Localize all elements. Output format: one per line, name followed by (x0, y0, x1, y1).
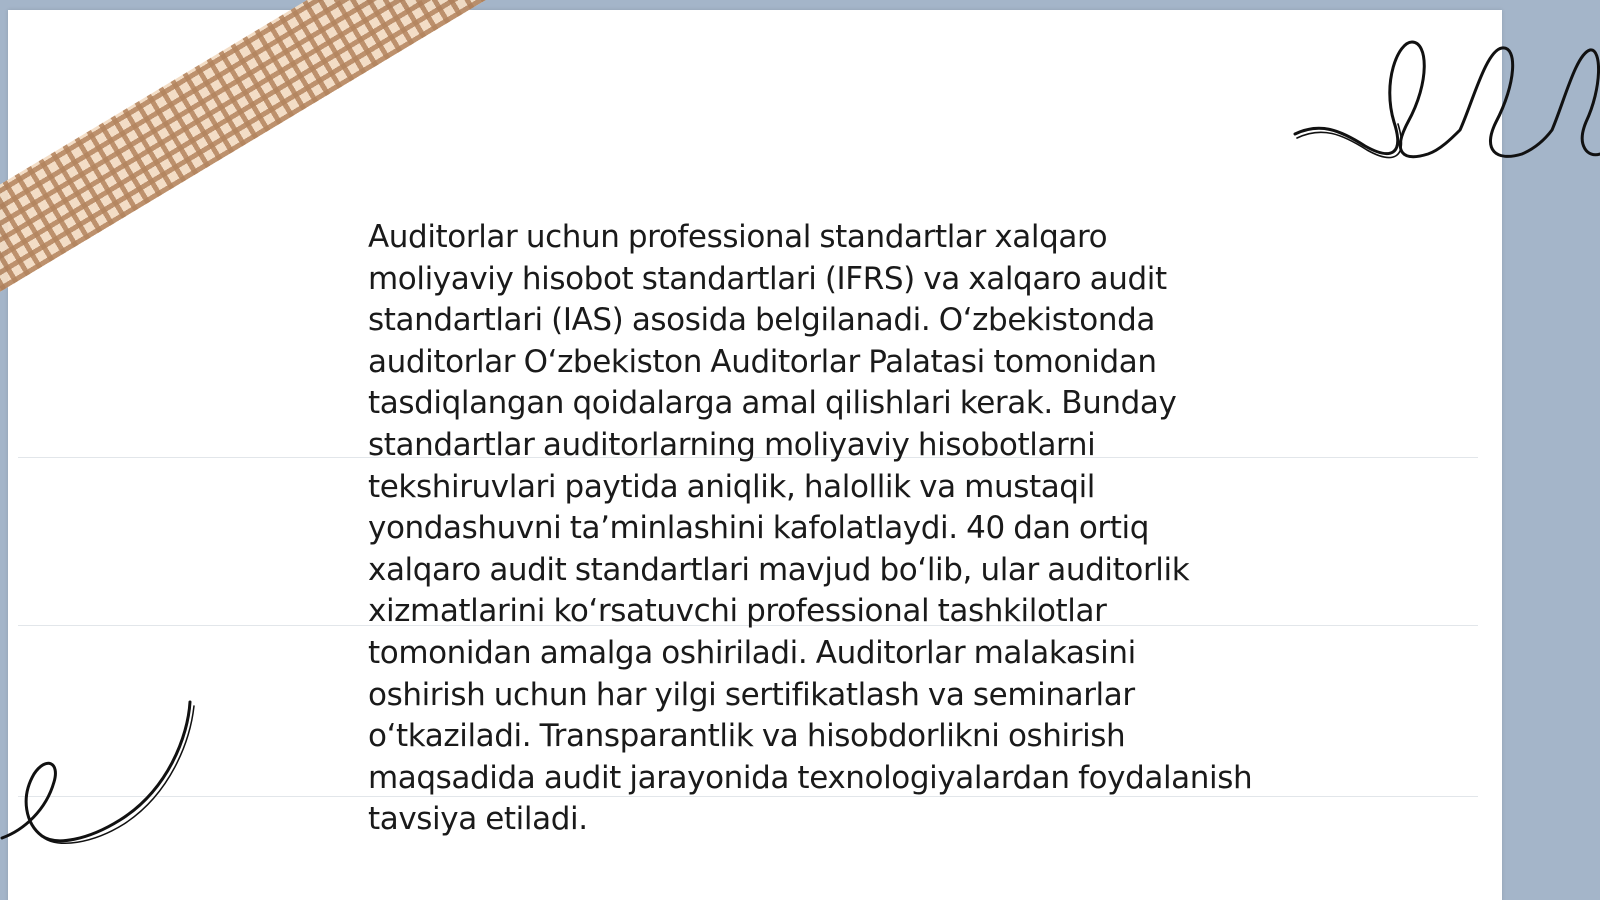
loop-doodle-icon (0, 698, 200, 848)
body-paragraph: Auditorlar uchun professional standartlar xalqaro moliyaviy hisobot standartlari (IFRS) va xalqaro audit standartlari (IAS) asosida belgilanadi. O‘zbekistonda auditorlar O‘zbekiston Auditorlar Palatasi tomonidan tasdiqlangan qoidalarga amal qilishlari kerak. Bunday standartlar auditorlarning moliyaviy hisobotlarni tekshiruvlari paytida aniqlik, halollik va mustaqil yondashuvni ta’minlashini kafolatlaydi. 40 dan ortiq xalqaro audit standartlari mavjud bo‘lib, ular auditorlik xizmatlarini ko‘rsatuvchi professional tashkilotlar tomonidan amalga oshiriladi. Auditorlar malakasini oshirish uchun har yilgi sertifikatlash va seminarlar o‘tkaziladi. Transparantlik va hisobdorlikni oshirish maqsadida audit jarayonida texnologiyalardan foydalanish tavsiya etiladi. (368, 219, 1253, 838)
loops-doodle-icon (1290, 30, 1600, 165)
